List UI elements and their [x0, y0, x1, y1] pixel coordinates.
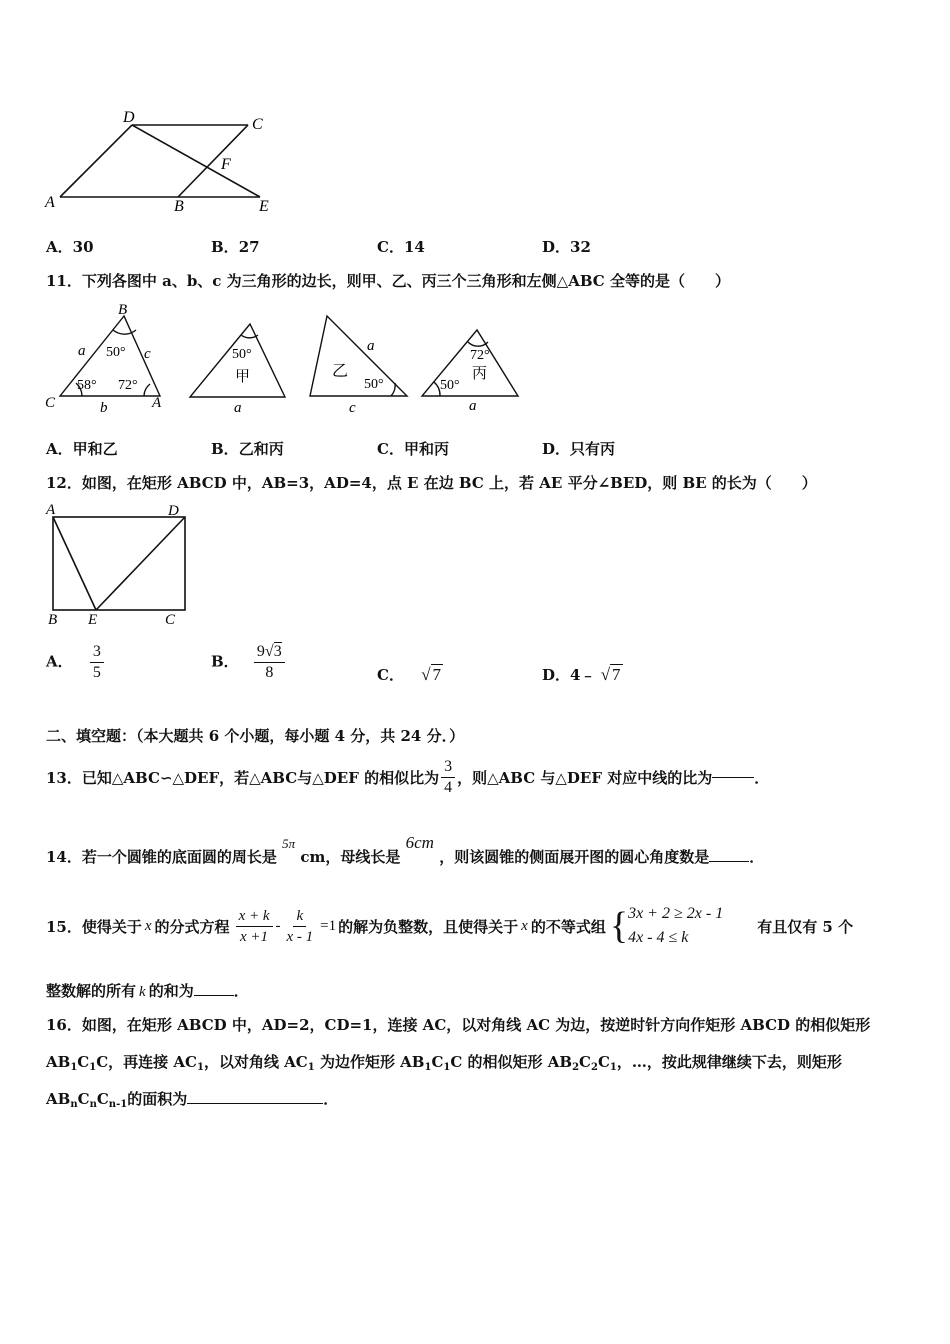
q10-option-c[interactable]: C．14 — [377, 238, 425, 256]
figure-q10-parallelogram — [40, 105, 290, 220]
q13-answer-blank[interactable] — [712, 777, 754, 778]
yi-side-a: a — [367, 338, 375, 354]
abc-label-c: C — [45, 395, 56, 411]
q12-label-a: A — [46, 502, 56, 518]
q12-option-b[interactable]: B． $\frac{9√3}{8}$ — [211, 642, 285, 683]
yi-angle: 50° — [364, 377, 384, 392]
q12-label-b: B — [48, 612, 58, 628]
label-a: A — [45, 194, 55, 211]
q10-option-b[interactable]: B．27 — [211, 238, 260, 256]
abc-label-a: A — [152, 395, 162, 411]
q11-option-b[interactable]: B．乙和丙 — [211, 440, 284, 458]
jia-angle: 50° — [232, 347, 252, 362]
jia-side-a: a — [234, 400, 242, 416]
section-2-heading: 二、填空题：（本大题共 6 个小题，每小题 4 分，共 24 分．） — [46, 727, 465, 745]
q16-stem-line1: 16．如图，在矩形 ABCD 中，AD=2，CD=1，连接 AC，以对角线 AC 为边，按逆时针方向作矩形 ABCD 的相似矩形 — [46, 1016, 871, 1034]
figure-q12-rectangle — [40, 500, 200, 630]
q15-answer-blank[interactable] — [194, 995, 234, 996]
q15-inequality-1: 3x + 2 ≥ 2x - 1 — [628, 905, 724, 922]
q12-label-d: D — [168, 503, 179, 519]
label-b: B — [174, 198, 184, 215]
q10-option-d[interactable]: D．32 — [542, 238, 591, 256]
q15-inequality-2: 4x - 4 ≤ k — [628, 929, 689, 946]
label-f: F — [221, 156, 231, 173]
q11-option-a[interactable]: A．甲和乙 — [46, 440, 118, 458]
label-c: C — [252, 116, 263, 133]
bing-name: 丙 — [472, 366, 488, 382]
q11-option-d[interactable]: D．只有丙 — [542, 440, 616, 458]
q12-label-c: C — [165, 612, 176, 628]
q11-stem: 11．下列各图中 a、b、c 为三角形的边长，则甲、乙、丙三个三角形和左侧△ABC 全等的是（ ） — [46, 272, 730, 290]
abc-label-b-side: b — [100, 400, 108, 416]
q16-answer-blank[interactable] — [187, 1103, 323, 1104]
bing-side-a: a — [469, 398, 477, 414]
q15-stem: 15．使得关于 x 的分式方程 $\frac{x + k}{x +1}$ - $\frac{k}{x - 1}$ =1 的解为负整数，且使得关于 x 的不等式组 { 3x + 2 ≥ 2x - 1 4x - 4 ≤ k 有且仅有 5 个 — [46, 893, 853, 959]
bing-angle-50: 50° — [440, 378, 460, 393]
q12-label-e: E — [88, 612, 98, 628]
abc-label-b: B — [118, 302, 128, 318]
label-d: D — [123, 109, 135, 126]
figure-q11-triangles — [40, 300, 540, 422]
abc-angle-a: 72° — [118, 378, 138, 393]
q12-stem: 12．如图，在矩形 ABCD 中，AB=3，AD=4，点 E 在边 BC 上，若 AE 平分∠BED，则 BE 的长为（ ） — [46, 474, 817, 492]
abc-label-c-side: c — [144, 346, 151, 362]
abc-angle-b: 50° — [106, 345, 126, 360]
q16-stem-line3: $AB_nC_nC_{n-1}$的面积为 ． — [46, 1090, 339, 1110]
q12-option-d[interactable]: D．4﹣ √ 7 — [542, 665, 621, 684]
bing-angle-72: 72° — [470, 348, 490, 363]
abc-label-a-side: a — [78, 343, 86, 359]
q11-option-c[interactable]: C．甲和丙 — [377, 440, 449, 458]
yi-side-c: c — [349, 400, 356, 416]
q12-option-c[interactable]: C． √ 7 — [377, 665, 442, 684]
q15-stem-line2: 整数解的所有 k 的和为 ． — [46, 982, 249, 1000]
yi-name: 乙 — [332, 363, 349, 380]
label-e: E — [259, 198, 269, 215]
q14-answer-blank[interactable] — [709, 861, 749, 862]
q12-option-a[interactable]: A． $\frac{3}{5}$ — [46, 642, 104, 683]
jia-name: 甲 — [235, 369, 251, 385]
q10-option-a[interactable]: A．30 — [46, 238, 94, 256]
q14-stem: 14．若一个圆锥的底面圆的周长是 5π cm，母线长是 6cm ，则该圆锥的侧面展开图的圆心角度数是 ． — [46, 833, 765, 866]
q13-stem: 13．已知△ABC∽△DEF，若△ABC 与△DEF 的相似比为 $\frac{3}{4}$ ，则△ABC 与△DEF 对应中线的比为 ． — [46, 757, 770, 796]
abc-angle-c: 58° — [77, 378, 97, 393]
q16-stem-line2: $AB_1C_1C$，再连接 $AC_1$，以对角线 $AC_1$ 为边作矩形 $AB_1C_1C$ 的相似矩形 $AB_2C_2C_1$，…，按此规律继续下去，则矩形 — [46, 1053, 842, 1073]
